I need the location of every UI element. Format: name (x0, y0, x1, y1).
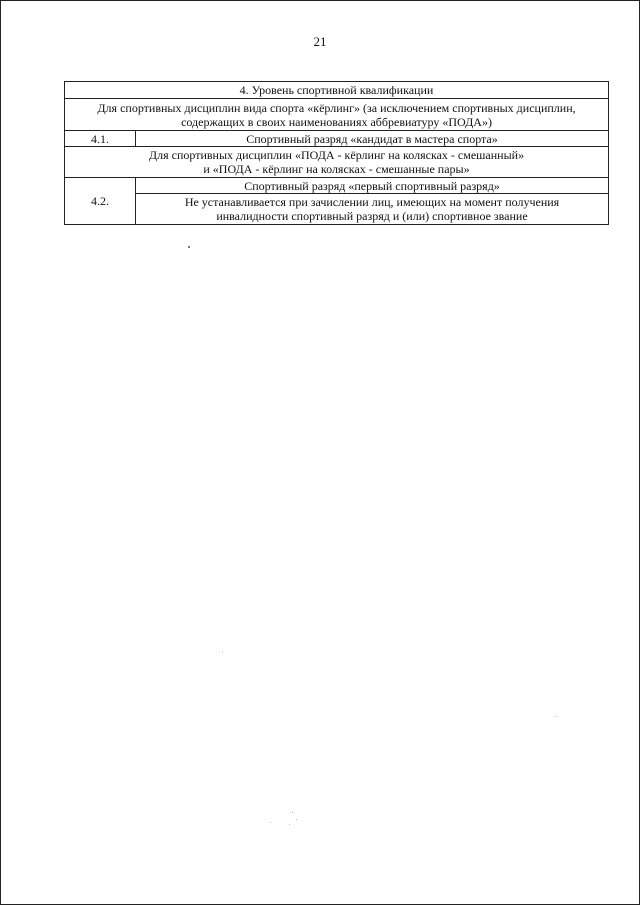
table-row (65, 82, 609, 99)
table-row (65, 178, 609, 194)
scan-speck (292, 812, 293, 813)
qualification-table (64, 81, 609, 225)
row-4-2-number: 4.2. (65, 178, 136, 225)
table-row (65, 131, 609, 147)
group2-header-line-2: и «ПОДА - кёрлинг на колясках - смешанные пары» (203, 162, 470, 176)
scan-speck (289, 824, 290, 825)
group2-header-line-1: Для спортивных дисциплин «ПОДА - кёрлинг на колясках - смешанный» (148, 148, 525, 162)
group1-header-line-2: содержащих в своих наименованиях аббревиатуру «ПОДА») (181, 114, 492, 129)
table-row (65, 99, 609, 131)
table-row (65, 147, 609, 178)
group1-header-cell (65, 99, 609, 131)
group1-header-line-1: Для спортивных дисциплин вида спорта «кёрлинг» (за исключением спортивных дисциплин, (97, 100, 576, 115)
table-row (65, 194, 609, 225)
scan-speck (188, 246, 190, 248)
row-4-2-text-a: Спортивный разряд «первый спортивный разряд» (136, 178, 609, 194)
row-4-2-text-b-cell (136, 194, 609, 225)
scan-speck (222, 652, 223, 653)
group2-header-cell (65, 147, 609, 178)
scan-speck (270, 822, 271, 823)
page-number: 21 (313, 34, 327, 49)
row-4-2-text-b-line-2: инвалидности спортивный разряд и (или) спортивное звание (216, 209, 528, 223)
scan-speck (296, 819, 297, 820)
row-4-2-text-b-line-1: Не устанавливается при зачислении лиц, имеющих на момент получения (184, 195, 560, 209)
section-title-cell (65, 82, 609, 99)
scan-speck (556, 716, 557, 717)
row-4-1-number: 4.1. (65, 131, 136, 147)
row-4-1-text: Спортивный разряд «кандидат в мастера спорта» (136, 131, 609, 147)
section-title: 4. Уровень спортивной квалификации (239, 83, 434, 97)
